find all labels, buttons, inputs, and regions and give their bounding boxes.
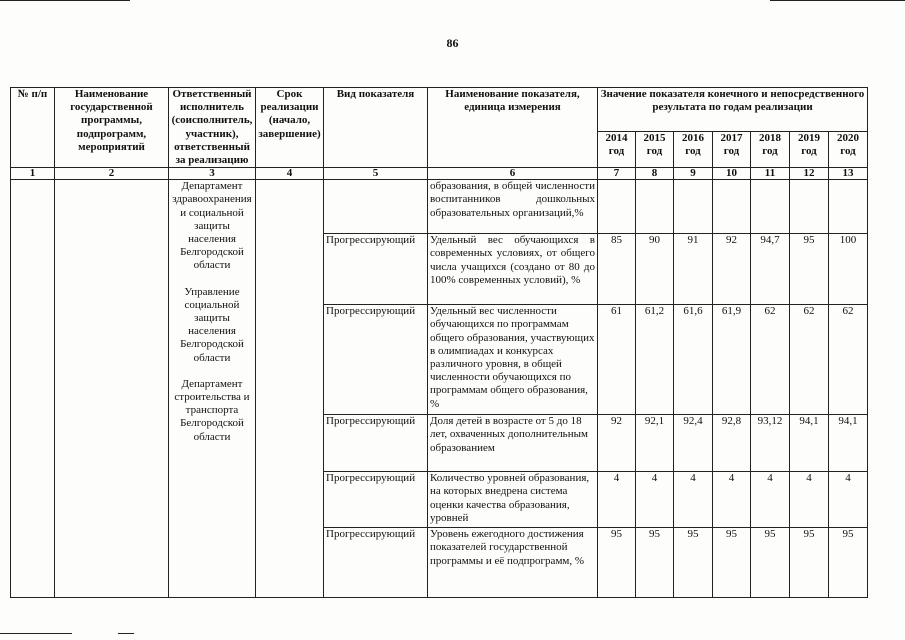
- indicator-type-cell: Прогрессирующий: [324, 415, 428, 472]
- column-number-row: [11, 168, 868, 180]
- period-cell: [256, 180, 324, 598]
- executor-cell: [169, 180, 256, 598]
- executor-name: Департамент здравоохранения и социальной защиты населения Белгородской области: [172, 180, 252, 272]
- value-cell: 92,1: [636, 415, 674, 472]
- value-cell: 61: [598, 305, 636, 415]
- value-cell: 4: [713, 472, 751, 528]
- value-cell: 95: [598, 528, 636, 598]
- value-cell: 61,9: [713, 305, 751, 415]
- program-cell: [55, 180, 169, 598]
- header-year: 2019 год: [790, 132, 829, 168]
- indicator-type-cell: Прогрессирующий: [324, 305, 428, 415]
- column-number: 3: [169, 168, 256, 180]
- value-cell: 95: [790, 528, 829, 598]
- header-year: 2017 год: [713, 132, 751, 168]
- bottom-edge-line-mid: [118, 633, 134, 634]
- value-cell: 94,7: [751, 234, 790, 305]
- value-cell: 95: [636, 528, 674, 598]
- indicator-name-cell: Удельный вес обучающихся в современных условиях, от общего числа учащихся (создано от 80 до 100% современных условий), %: [428, 234, 598, 305]
- value-cell: [713, 180, 751, 234]
- header-year: 2018 год: [751, 132, 790, 168]
- value-cell: 4: [829, 472, 868, 528]
- page-number: 86: [446, 36, 459, 50]
- column-number: 9: [674, 168, 713, 180]
- value-cell: 100: [829, 234, 868, 305]
- value-cell: 62: [751, 305, 790, 415]
- table-row: [11, 180, 868, 234]
- num-cell: [11, 180, 55, 598]
- column-number: 7: [598, 168, 636, 180]
- value-cell: [829, 180, 868, 234]
- value-cell: 92,8: [713, 415, 751, 472]
- indicator-name-cell: образования, в общей численности воспитанников дошкольных образовательных организаций,%: [428, 180, 598, 234]
- value-cell: [751, 180, 790, 234]
- value-cell: 95: [674, 528, 713, 598]
- value-cell: 93,12: [751, 415, 790, 472]
- indicator-name-cell: Удельный вес численности обучающихся по программам общего образования, участвующих в олимпиадах и конкурсах различного уровня, в общей численности обучающихся по программам общего образования, %: [428, 305, 598, 415]
- column-number: 12: [790, 168, 829, 180]
- value-cell: 62: [790, 305, 829, 415]
- value-cell: 90: [636, 234, 674, 305]
- value-cell: 95: [713, 528, 751, 598]
- header-year: 2014 год: [598, 132, 636, 168]
- indicator-name-cell: Количество уровней образования, на которых внедрена система оценки качества образования, уровней: [428, 472, 598, 528]
- header-indicator-name: Наименование показателя, единица измерения: [428, 88, 598, 168]
- value-cell: 95: [751, 528, 790, 598]
- value-cell: 94,1: [829, 415, 868, 472]
- value-cell: [674, 180, 713, 234]
- value-cell: 92,4: [674, 415, 713, 472]
- column-number: 2: [55, 168, 169, 180]
- value-cell: 4: [598, 472, 636, 528]
- value-cell: 4: [790, 472, 829, 528]
- column-number: 5: [324, 168, 428, 180]
- header-executor: Ответственный исполнитель (соисполнитель, участник), ответственный за реализацию: [169, 88, 256, 168]
- indicator-type-cell: Прогрессирующий: [324, 234, 428, 305]
- column-number: 1: [11, 168, 55, 180]
- column-number: 6: [428, 168, 598, 180]
- indicator-name-cell: Уровень ежегодного достижения показателей государственной программы и её подпрограмм, %: [428, 528, 598, 598]
- column-number: 8: [636, 168, 674, 180]
- header-year: 2016 год: [674, 132, 713, 168]
- value-cell: 85: [598, 234, 636, 305]
- value-cell: 4: [674, 472, 713, 528]
- header-period: Срок реализации (начало, завершение): [256, 88, 324, 168]
- header-num: № п/п: [11, 88, 55, 168]
- value-cell: 94,1: [790, 415, 829, 472]
- header-year: 2020 год: [829, 132, 868, 168]
- value-cell: 4: [636, 472, 674, 528]
- indicator-type-cell: Прогрессирующий: [324, 472, 428, 528]
- indicator-type-cell: Прогрессирующий: [324, 528, 428, 598]
- value-cell: 62: [829, 305, 868, 415]
- value-cell: 92: [713, 234, 751, 305]
- executor-name: Департамент строительства и транспорта Белгородской области: [174, 377, 250, 443]
- indicator-type-cell: [324, 180, 428, 234]
- column-number: 11: [751, 168, 790, 180]
- top-edge-line-right: [770, 0, 905, 1]
- value-cell: [598, 180, 636, 234]
- column-number: 4: [256, 168, 324, 180]
- header-year: 2015 год: [636, 132, 674, 168]
- header-indicator-type: Вид показателя: [324, 88, 428, 168]
- header-values-group: Значение показателя конечного и непосредственного результата по годам реализации: [598, 88, 868, 132]
- top-edge-line: [0, 0, 130, 1]
- value-cell: 61,6: [674, 305, 713, 415]
- value-cell: 61,2: [636, 305, 674, 415]
- header-program: Наименование государственной программы, подпрограмм, мероприятий: [55, 88, 169, 168]
- bottom-edge-line: [0, 633, 72, 634]
- value-cell: 95: [829, 528, 868, 598]
- indicators-table: [10, 87, 868, 598]
- indicator-name-cell: Доля детей в возрасте от 5 до 18 лет, охваченных дополнительным образованием: [428, 415, 598, 472]
- column-number: 10: [713, 168, 751, 180]
- value-cell: [790, 180, 829, 234]
- value-cell: 91: [674, 234, 713, 305]
- value-cell: 4: [751, 472, 790, 528]
- executor-name: Управление социальной защиты населения Белгородской области: [180, 285, 244, 364]
- value-cell: 95: [790, 234, 829, 305]
- column-number: 13: [829, 168, 868, 180]
- value-cell: [636, 180, 674, 234]
- value-cell: 92: [598, 415, 636, 472]
